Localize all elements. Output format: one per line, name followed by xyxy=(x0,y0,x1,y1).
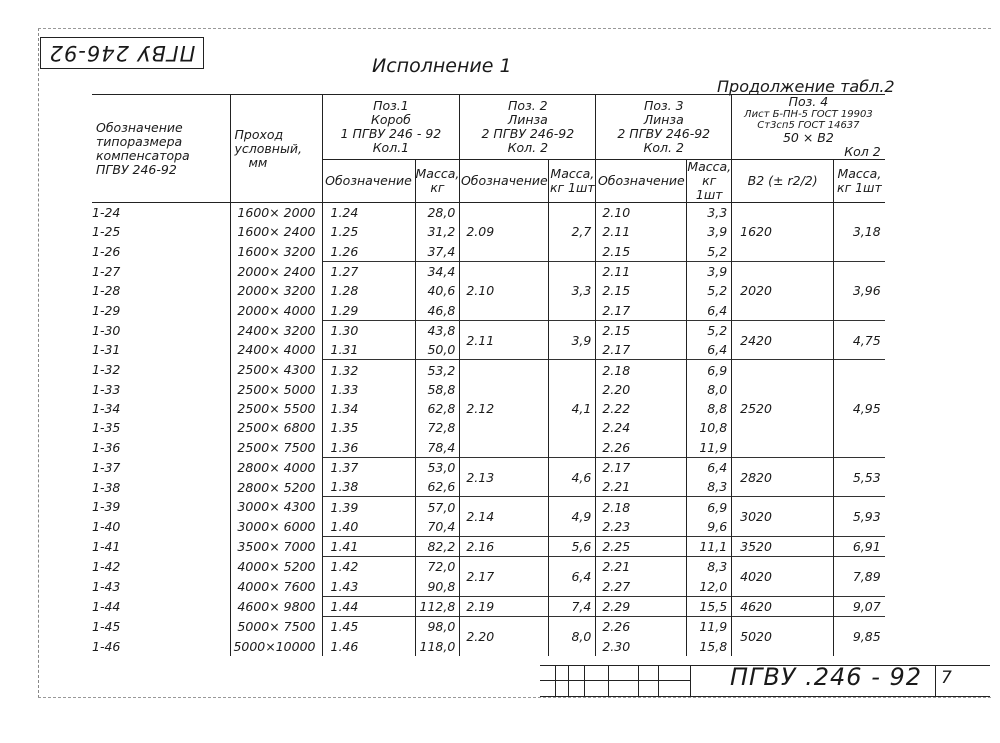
title-block-line xyxy=(690,665,691,696)
table-row xyxy=(92,203,885,223)
nominal-size-cell: 3500× 7000 xyxy=(230,537,322,557)
lens3-designation-cell: 2.10 xyxy=(596,203,687,223)
title-block-line xyxy=(608,665,609,696)
header-text: 2 ПГВУ 246-92 xyxy=(481,126,575,141)
header-text: Обозначение xyxy=(96,119,183,135)
header-text: Поз. 4 xyxy=(788,94,829,109)
lens3-designation-cell: 2.18 xyxy=(596,360,687,380)
lens3-mass-cell: 5,2 xyxy=(687,320,732,340)
lens2-designation-cell: 2.13 xyxy=(460,457,549,497)
title-block-line xyxy=(540,680,690,681)
box-designation-cell: 1.44 xyxy=(322,596,415,616)
designation-cell: 1-40 xyxy=(92,517,230,537)
header-poz4 xyxy=(732,95,885,160)
document-stamp: ПГВУ 246-92 xyxy=(40,37,204,69)
nominal-size-cell: 3000× 6000 xyxy=(230,517,322,537)
designation-cell: 1-46 xyxy=(92,637,230,656)
sheet-mass-cell: 4,75 xyxy=(834,320,885,360)
title-block-line xyxy=(555,665,556,696)
box-mass-cell: 118,0 xyxy=(415,637,460,656)
box-mass-cell: 57,0 xyxy=(415,497,460,517)
header-text: 2 ПГВУ 246-92 xyxy=(617,126,711,141)
sub-header-mass: Масса, кг xyxy=(415,160,460,203)
box-mass-cell: 90,8 xyxy=(415,577,460,597)
box-designation-cell: 1.26 xyxy=(322,242,415,262)
box-designation-cell: 1.34 xyxy=(322,399,415,418)
lens3-designation-cell: 2.26 xyxy=(596,438,687,458)
lens2-mass-cell: 4,6 xyxy=(549,457,596,497)
designation-cell: 1-32 xyxy=(92,360,230,380)
lens3-mass-cell: 6,4 xyxy=(687,457,732,477)
nominal-size-cell: 2800× 5200 xyxy=(230,477,322,497)
lens3-mass-cell: 5,2 xyxy=(687,242,732,262)
document-code: ПГВУ .246 - 92 xyxy=(730,663,923,691)
sub-header-mass: Масса, кг 1шт xyxy=(834,160,885,203)
designation-cell: 1-38 xyxy=(92,477,230,497)
lens2-designation-cell: 2.12 xyxy=(460,360,549,457)
designation-cell: 1-37 xyxy=(92,457,230,477)
lens3-designation-cell: 2.17 xyxy=(596,300,687,320)
box-mass-cell: 72,0 xyxy=(415,557,460,577)
designation-cell: 1-43 xyxy=(92,577,230,597)
lens2-mass-cell: 8,0 xyxy=(549,617,596,656)
header-text: мм xyxy=(248,154,268,170)
lens3-designation-cell: 2.17 xyxy=(596,340,687,360)
header-text: Поз. 2 xyxy=(508,98,548,113)
lens2-designation-cell: 2.16 xyxy=(460,537,549,557)
header-text: 1 ПГВУ 246 - 92 xyxy=(340,126,442,141)
table-row xyxy=(92,320,885,340)
box-designation-cell: 1.29 xyxy=(322,300,415,320)
nominal-size-cell: 3000× 4300 xyxy=(230,497,322,517)
lens2-mass-cell: 3,3 xyxy=(549,261,596,320)
designation-cell: 1-36 xyxy=(92,438,230,458)
lens3-designation-cell: 2.27 xyxy=(596,577,687,597)
box-designation-cell: 1.43 xyxy=(322,577,415,597)
sheet-width-cell: 3520 xyxy=(732,537,834,557)
box-mass-cell: 50,0 xyxy=(415,340,460,360)
header-poz1 xyxy=(322,95,460,160)
lens3-mass-cell: 3,9 xyxy=(687,261,732,281)
lens2-mass-cell: 6,4 xyxy=(549,557,596,597)
box-designation-cell: 1.31 xyxy=(322,340,415,360)
box-mass-cell: 28,0 xyxy=(415,203,460,223)
designation-cell: 1-27 xyxy=(92,261,230,281)
table-row xyxy=(92,617,885,637)
box-designation-cell: 1.42 xyxy=(322,557,415,577)
lens2-designation-cell: 2.11 xyxy=(460,320,549,360)
lens2-designation-cell: 2.09 xyxy=(460,203,549,262)
box-mass-cell: 53,0 xyxy=(415,457,460,477)
sheet-width-cell: 2020 xyxy=(732,261,834,320)
lens3-designation-cell: 2.11 xyxy=(596,222,687,241)
lens3-mass-cell: 6,9 xyxy=(687,497,732,517)
designation-cell: 1-33 xyxy=(92,380,230,399)
box-mass-cell: 78,4 xyxy=(415,438,460,458)
box-designation-cell: 1.46 xyxy=(322,637,415,656)
nominal-size-cell: 2000× 4000 xyxy=(230,300,322,320)
table-row xyxy=(92,360,885,380)
header-text: Кол. 2 xyxy=(643,140,684,155)
nominal-size-cell: 4600× 9800 xyxy=(230,596,322,616)
page-title: Исполнение 1 xyxy=(372,55,512,77)
lens3-designation-cell: 2.23 xyxy=(596,517,687,537)
nominal-size-cell: 1600× 2400 xyxy=(230,222,322,241)
designation-cell: 1-42 xyxy=(92,557,230,577)
sheet-width-cell: 4620 xyxy=(732,596,834,616)
designation-cell: 1-25 xyxy=(92,222,230,241)
table-row xyxy=(92,457,885,477)
header-text: 50 × В2 xyxy=(782,130,834,145)
box-designation-cell: 1.27 xyxy=(322,261,415,281)
nominal-size-cell: 5000× 7500 xyxy=(230,617,322,637)
box-designation-cell: 1.28 xyxy=(322,281,415,300)
lens3-mass-cell: 5,2 xyxy=(687,281,732,300)
designation-cell: 1-34 xyxy=(92,399,230,418)
lens2-designation-cell: 2.20 xyxy=(460,617,549,656)
designation-cell: 1-45 xyxy=(92,617,230,637)
header-text: Кол. 2 xyxy=(507,140,549,155)
sheet-mass-cell: 6,91 xyxy=(834,537,885,557)
nominal-size-cell: 5000×10000 xyxy=(230,637,322,656)
nominal-size-cell: 2800× 4000 xyxy=(230,457,322,477)
title-block-line xyxy=(658,665,659,696)
page-number: 7 xyxy=(941,668,952,688)
lens3-designation-cell: 2.20 xyxy=(596,380,687,399)
header-text: Кол.1 xyxy=(372,140,410,155)
lens2-mass-cell: 5,6 xyxy=(549,537,596,557)
designation-cell: 1-41 xyxy=(92,537,230,557)
lens3-mass-cell: 8,3 xyxy=(687,477,732,497)
lens2-mass-cell: 4,1 xyxy=(549,360,596,457)
lens3-designation-cell: 2.11 xyxy=(596,261,687,281)
title-block-line xyxy=(638,665,639,696)
lens3-mass-cell: 11,1 xyxy=(687,537,732,557)
nominal-size-cell: 2000× 3200 xyxy=(230,281,322,300)
header-text: ПГВУ 246-92 xyxy=(96,161,177,177)
nominal-size-cell: 4000× 7600 xyxy=(230,577,322,597)
box-mass-cell: 70,4 xyxy=(415,517,460,537)
sheet-width-cell: 4020 xyxy=(732,557,834,597)
nominal-size-cell: 2000× 2400 xyxy=(230,261,322,281)
lens3-mass-cell: 3,9 xyxy=(687,222,732,241)
lens2-mass-cell: 3,9 xyxy=(549,320,596,360)
sheet-mass-cell: 7,89 xyxy=(834,557,885,597)
lens3-mass-cell: 8,3 xyxy=(687,557,732,577)
nominal-size-cell: 2500× 5500 xyxy=(230,399,322,418)
box-designation-cell: 1.45 xyxy=(322,617,415,637)
lens3-mass-cell: 9,6 xyxy=(687,517,732,537)
nominal-size-cell: 2500× 5000 xyxy=(230,380,322,399)
header-text: Короб xyxy=(371,112,411,127)
header-text: Кол 2 xyxy=(844,144,881,159)
box-mass-cell: 40,6 xyxy=(415,281,460,300)
lens3-mass-cell: 8,0 xyxy=(687,380,732,399)
nominal-size-cell: 2400× 4000 xyxy=(230,340,322,360)
header-text: Линза xyxy=(643,112,684,127)
designation-cell: 1-44 xyxy=(92,596,230,616)
lens3-mass-cell: 11,9 xyxy=(687,617,732,637)
designation-cell: 1-39 xyxy=(92,497,230,517)
box-designation-cell: 1.30 xyxy=(322,320,415,340)
header-text: Поз. 3 xyxy=(643,98,684,113)
sub-header-width: В2 (± r2/2) xyxy=(732,160,834,203)
sheet-mass-cell: 4,95 xyxy=(834,360,885,457)
header-text: компенсатора xyxy=(96,147,190,163)
lens3-designation-cell: 2.21 xyxy=(596,477,687,497)
nominal-size-cell: 2500× 4300 xyxy=(230,360,322,380)
title-block-line xyxy=(568,665,569,696)
box-designation-cell: 1.37 xyxy=(322,457,415,477)
nominal-size-cell: 2400× 3200 xyxy=(230,320,322,340)
sheet-mass-cell: 3,18 xyxy=(834,203,885,262)
table-row xyxy=(92,557,885,577)
lens3-designation-cell: 2.21 xyxy=(596,557,687,577)
nominal-size-cell: 2500× 7500 xyxy=(230,438,322,458)
header-text: Ст3сп5 ГОСТ 14637 xyxy=(757,120,860,131)
box-mass-cell: 46,8 xyxy=(415,300,460,320)
lens3-mass-cell: 15,8 xyxy=(687,637,732,656)
sheet-width-cell: 2820 xyxy=(732,457,834,497)
nominal-size-cell: 1600× 2000 xyxy=(230,203,322,223)
sub-header-mass: Масса, кг 1шт xyxy=(549,160,596,203)
box-mass-cell: 53,2 xyxy=(415,360,460,380)
nominal-size-cell: 1600× 3200 xyxy=(230,242,322,262)
box-designation-cell: 1.36 xyxy=(322,438,415,458)
lens3-designation-cell: 2.22 xyxy=(596,399,687,418)
designation-cell: 1-26 xyxy=(92,242,230,262)
table-row xyxy=(92,261,885,281)
lens3-designation-cell: 2.30 xyxy=(596,637,687,656)
table-body xyxy=(92,203,885,656)
header-text: Линза xyxy=(507,112,548,127)
box-mass-cell: 72,8 xyxy=(415,418,460,437)
lens3-designation-cell: 2.17 xyxy=(596,457,687,477)
sheet-width-cell: 3020 xyxy=(732,497,834,537)
box-designation-cell: 1.40 xyxy=(322,517,415,537)
designation-cell: 1-30 xyxy=(92,320,230,340)
lens2-mass-cell: 2,7 xyxy=(549,203,596,262)
lens3-mass-cell: 10,8 xyxy=(687,418,732,437)
lens3-designation-cell: 2.25 xyxy=(596,537,687,557)
lens2-designation-cell: 2.14 xyxy=(460,497,549,537)
title-block-line xyxy=(540,696,990,697)
lens3-mass-cell: 6,9 xyxy=(687,360,732,380)
lens3-mass-cell: 6,4 xyxy=(687,300,732,320)
table-header xyxy=(92,95,885,203)
header-text: Проход xyxy=(234,126,284,142)
lens3-mass-cell: 8,8 xyxy=(687,399,732,418)
box-mass-cell: 43,8 xyxy=(415,320,460,340)
designation-cell: 1-31 xyxy=(92,340,230,360)
table-continuation-label: Продолжение табл.2 xyxy=(717,77,895,96)
lens2-mass-cell: 7,4 xyxy=(549,596,596,616)
sheet-width-cell: 2520 xyxy=(732,360,834,457)
box-mass-cell: 37,4 xyxy=(415,242,460,262)
designation-cell: 1-28 xyxy=(92,281,230,300)
sub-header-designation: Обозначение xyxy=(596,160,687,203)
lens3-designation-cell: 2.24 xyxy=(596,418,687,437)
box-designation-cell: 1.39 xyxy=(322,497,415,517)
lens3-designation-cell: 2.15 xyxy=(596,320,687,340)
sheet-width-cell: 1620 xyxy=(732,203,834,262)
lens2-designation-cell: 2.19 xyxy=(460,596,549,616)
sub-header-mass: Масса, кг 1шт xyxy=(687,159,732,202)
sheet-mass-cell: 9,07 xyxy=(834,596,885,616)
designation-cell: 1-35 xyxy=(92,418,230,437)
header-designation xyxy=(92,95,230,203)
header-text: Лист Б-ПН-5 ГОСТ 19903 xyxy=(744,109,873,120)
sheet-mass-cell: 5,53 xyxy=(834,457,885,497)
lens3-mass-cell: 15,5 xyxy=(687,596,732,616)
designation-cell: 1-29 xyxy=(92,300,230,320)
title-block-line xyxy=(584,665,585,696)
sub-header-designation: Обозначение xyxy=(460,160,549,203)
table-row xyxy=(92,497,885,517)
sheet-width-cell: 5020 xyxy=(732,617,834,656)
nominal-size-cell: 4000× 5200 xyxy=(230,557,322,577)
box-mass-cell: 34,4 xyxy=(415,261,460,281)
sheet-width-cell: 2420 xyxy=(732,320,834,360)
sheet-mass-cell: 5,93 xyxy=(834,497,885,537)
lens3-designation-cell: 2.18 xyxy=(596,497,687,517)
nominal-size-cell: 2500× 6800 xyxy=(230,418,322,437)
box-mass-cell: 82,2 xyxy=(415,537,460,557)
box-mass-cell: 112,8 xyxy=(415,596,460,616)
header-nominal-size xyxy=(230,95,322,203)
table-row xyxy=(92,537,885,557)
lens3-designation-cell: 2.15 xyxy=(596,242,687,262)
lens2-mass-cell: 4,9 xyxy=(549,497,596,537)
box-mass-cell: 62,8 xyxy=(415,399,460,418)
box-designation-cell: 1.32 xyxy=(322,360,415,380)
lens3-designation-cell: 2.15 xyxy=(596,281,687,300)
lens2-designation-cell: 2.10 xyxy=(460,261,549,320)
sheet-mass-cell: 3,96 xyxy=(834,261,885,320)
title-block-line xyxy=(935,665,936,696)
box-designation-cell: 1.25 xyxy=(322,222,415,241)
box-designation-cell: 1.33 xyxy=(322,380,415,399)
header-poz3 xyxy=(596,95,732,160)
lens2-designation-cell: 2.17 xyxy=(460,557,549,597)
header-text: Поз.1 xyxy=(373,98,409,113)
box-mass-cell: 58,8 xyxy=(415,380,460,399)
lens3-mass-cell: 11,9 xyxy=(687,438,732,458)
sheet-mass-cell: 9,85 xyxy=(834,617,885,656)
box-mass-cell: 98,0 xyxy=(415,617,460,637)
box-designation-cell: 1.24 xyxy=(322,203,415,223)
lens3-mass-cell: 6,4 xyxy=(687,340,732,360)
lens3-mass-cell: 3,3 xyxy=(687,203,732,223)
designation-cell: 1-24 xyxy=(92,203,230,223)
table-row xyxy=(92,596,885,616)
header-text: типоразмера xyxy=(96,133,183,149)
header-text: условный, xyxy=(234,140,302,156)
box-mass-cell: 31,2 xyxy=(415,222,460,241)
header-poz2 xyxy=(460,95,596,160)
box-designation-cell: 1.35 xyxy=(322,418,415,437)
box-designation-cell: 1.41 xyxy=(322,537,415,557)
specification-table xyxy=(92,94,885,656)
box-designation-cell: 1.38 xyxy=(322,477,415,497)
lens3-designation-cell: 2.26 xyxy=(596,617,687,637)
box-mass-cell: 62,6 xyxy=(415,477,460,497)
lens3-mass-cell: 12,0 xyxy=(687,577,732,597)
lens3-designation-cell: 2.29 xyxy=(596,596,687,616)
sub-header-designation: Обозначение xyxy=(322,160,415,203)
